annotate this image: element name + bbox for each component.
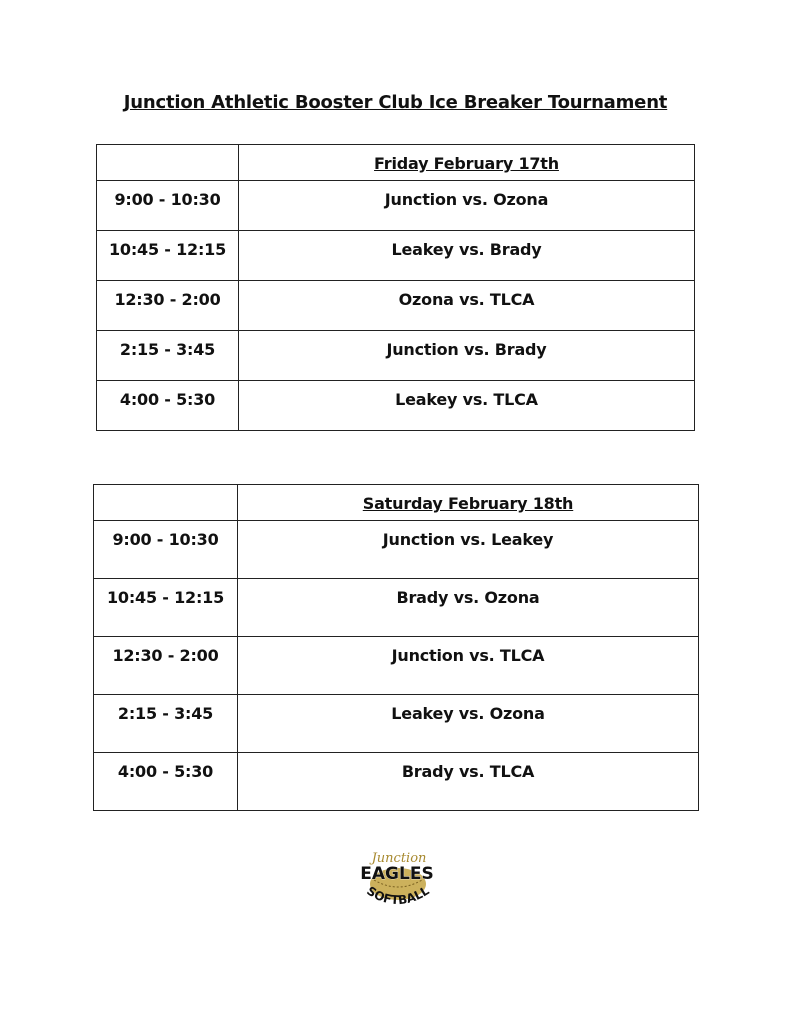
game-time: 9:00 - 10:30 — [112, 530, 219, 549]
schedule-table-saturday — [93, 484, 699, 811]
game-time: 9:00 - 10:30 — [114, 190, 221, 209]
game-time: 10:45 - 12:15 — [108, 240, 227, 259]
day-heading: Saturday February 18th — [362, 494, 574, 513]
game-time: 10:45 - 12:15 — [106, 588, 225, 607]
day-heading: Friday February 17th — [374, 154, 559, 173]
table-row — [97, 231, 695, 281]
time-cell — [94, 579, 238, 637]
time-cell — [97, 281, 239, 331]
table-row — [97, 381, 695, 431]
matchup-cell — [238, 695, 699, 753]
page-title: Junction Athletic Booster Club Ice Breaker Tournament — [123, 92, 668, 113]
table-row — [94, 695, 699, 753]
table-row — [94, 753, 699, 811]
matchup-cell — [238, 753, 699, 811]
matchup-cell — [238, 637, 699, 695]
game-matchup: Ozona vs. TLCA — [398, 290, 535, 309]
header-empty-cell — [97, 145, 239, 181]
game-time: 4:00 - 5:30 — [117, 762, 214, 781]
game-matchup: Leakey vs. Brady — [391, 240, 542, 259]
game-matchup: Leakey vs. TLCA — [395, 390, 538, 409]
schedule-table-friday — [96, 144, 695, 431]
matchup-cell — [238, 579, 699, 637]
game-matchup: Junction vs. TLCA — [391, 646, 545, 665]
matchup-cell — [239, 281, 695, 331]
game-time: 2:15 - 3:45 — [117, 704, 214, 723]
time-cell — [94, 695, 238, 753]
table-header-row — [94, 485, 699, 521]
matchup-cell — [238, 521, 699, 579]
game-matchup: Brady vs. TLCA — [401, 762, 535, 781]
time-cell — [97, 381, 239, 431]
logo-line2-path: SOFTBALL — [364, 883, 432, 908]
table-row — [94, 637, 699, 695]
junction-eagles-softball-logo — [354, 846, 440, 912]
game-matchup: Brady vs. Ozona — [396, 588, 540, 607]
table-row — [97, 181, 695, 231]
logo-line1: EAGLES — [360, 864, 434, 884]
time-cell — [97, 331, 239, 381]
game-time: 12:30 - 2:00 — [114, 290, 221, 309]
logo-script: Junction — [371, 851, 427, 866]
time-cell — [97, 231, 239, 281]
time-cell — [94, 753, 238, 811]
game-matchup: Junction vs. Ozona — [384, 190, 549, 209]
game-time: 4:00 - 5:30 — [119, 390, 216, 409]
matchup-cell — [239, 181, 695, 231]
game-time: 2:15 - 3:45 — [119, 340, 216, 359]
matchup-cell — [239, 331, 695, 381]
table-row — [97, 331, 695, 381]
table-row — [94, 579, 699, 637]
matchup-cell — [239, 231, 695, 281]
table-header-row — [97, 145, 695, 181]
day-heading-cell — [239, 145, 695, 181]
game-time: 12:30 - 2:00 — [112, 646, 219, 665]
time-cell — [97, 181, 239, 231]
game-matchup: Leakey vs. Ozona — [391, 704, 545, 723]
day-heading-cell — [238, 485, 699, 521]
time-cell — [94, 521, 238, 579]
matchup-cell — [239, 381, 695, 431]
table-row — [94, 521, 699, 579]
header-empty-cell — [94, 485, 238, 521]
game-matchup: Junction vs. Leakey — [382, 530, 554, 549]
game-matchup: Junction vs. Brady — [386, 340, 547, 359]
table-row — [97, 281, 695, 331]
time-cell — [94, 637, 238, 695]
